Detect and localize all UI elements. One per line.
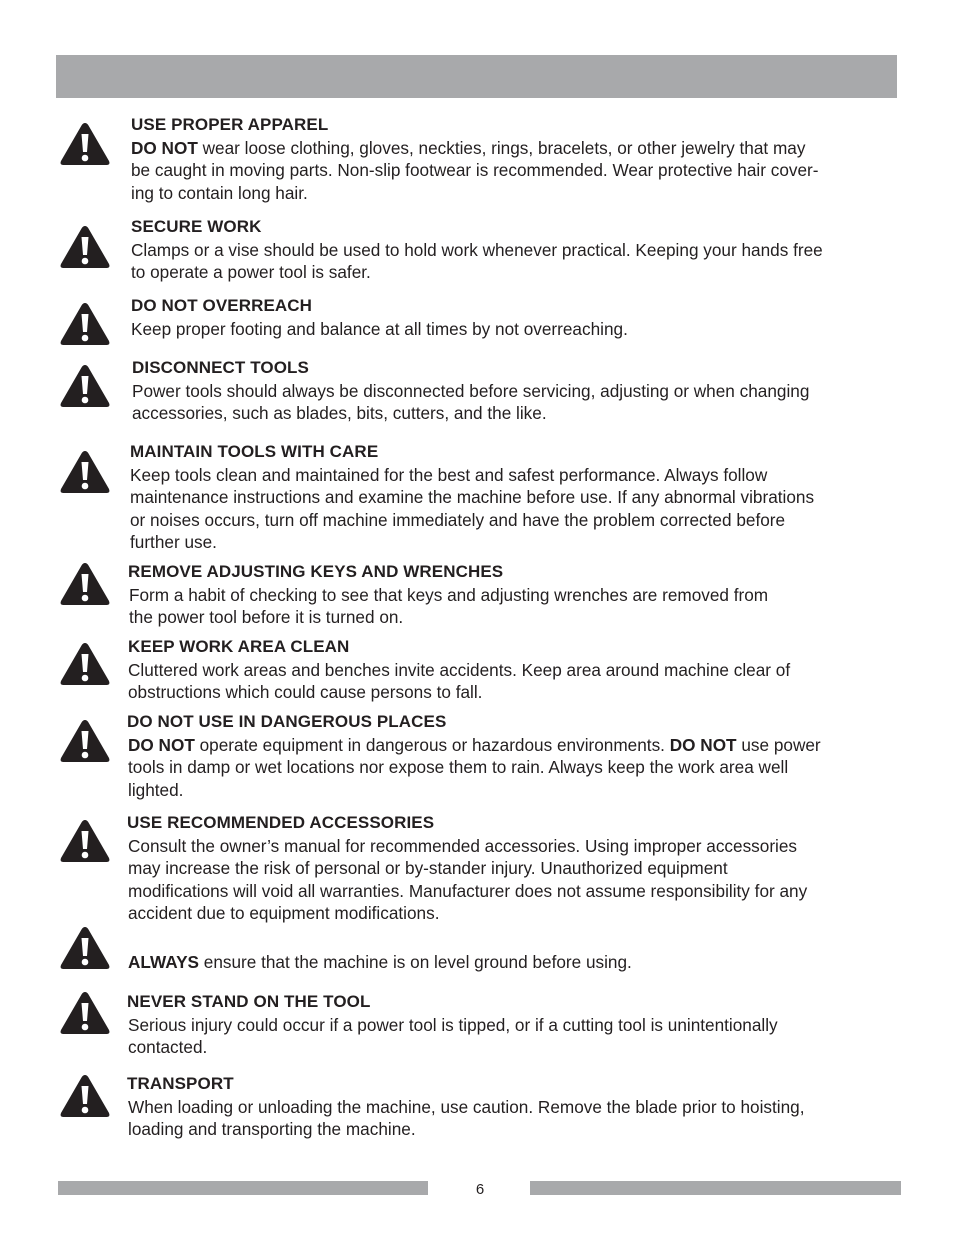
emphasis: ALWAYS [128,952,199,972]
body-text: accident due to equipment modifications. [128,903,440,924]
section-dangerous-places [127,711,902,801]
section-remove-adjusting-keys [128,561,898,629]
warning-icon [59,641,111,687]
footer-bar-left [58,1181,428,1195]
body-text: Clamps or a vise should be used to hold work whenever practical. Keeping your hands free [131,239,823,260]
body-text: Form a habit of checking to see that keys and adjusting wrenches are removed from [129,584,769,605]
section-maintain-tools [130,441,900,554]
section-heading: NEVER STAND ON THE TOOL [127,992,371,1011]
body-text: obstructions which could cause persons to fall. [128,682,483,703]
body-text: the power tool before it is turned on. [129,607,404,628]
body-text: further use. [130,532,217,553]
warning-icon [59,718,111,764]
body-text: may increase the risk of personal or by-stander injury. Unauthorized equipment [128,858,728,879]
emphasis: DO NOT [669,734,737,755]
section-heading: TRANSPORT [127,1074,234,1093]
body-text: Power tools should always be disconnected before servicing, adjusting or when changing [132,380,810,401]
body-text: lighted. [128,779,184,800]
body-text: accessories, such as blades, bits, cutters, and the like. [132,403,547,424]
section-secure-work [131,216,901,284]
emphasis: DO NOT [131,137,198,158]
body-text: be caught in moving parts. Non-slip footwear is recommended. Wear protective hair cover- [131,160,819,181]
body-text: to operate a power tool is safer. [131,262,371,283]
warning-icon [59,363,111,409]
section-heading: SECURE WORK [131,217,262,236]
warning-icon [59,121,111,167]
body-text: When loading or unloading the machine, use caution. Remove the blade prior to hoisting, [128,1096,805,1117]
warning-icon [59,1073,111,1119]
section-heading: USE PROPER APPAREL [131,115,329,134]
section-heading: DO NOT USE IN DANGEROUS PLACES [127,712,447,731]
warning-icon [59,561,111,607]
section-heading: KEEP WORK AREA CLEAN [128,637,350,656]
header-bar [56,55,897,98]
section-heading: DISCONNECT TOOLS [132,358,309,377]
section-disconnect-tools [132,357,902,425]
section-never-stand-on-tool [127,991,902,1059]
body-text: modifications will void all warranties. Manufacturer does not assume responsibility for any [128,880,808,901]
body-text: operate equipment in dangerous or hazardous environments. [194,734,670,755]
section-transport [127,1073,902,1141]
body-text: Serious injury could occur if a power tool is tipped, or if a cutting tool is unintentionally [128,1014,778,1035]
body-text: ing to contain long hair. [131,182,308,203]
body-text: Cluttered work areas and benches invite accidents. Keep area around machine clear of [128,659,791,680]
page-number: 6 [475,1181,485,1198]
section-heading: DO NOT OVERREACH [131,296,313,315]
section-heading: REMOVE ADJUSTING KEYS AND WRENCHES [128,562,504,581]
body-text: contacted. [128,1037,208,1058]
section-recommended-accessories [127,812,902,925]
emphasis: DO NOT [128,734,195,755]
warning-icon [59,224,111,270]
section-always-level-ground [128,951,898,974]
body-text: maintenance instructions and examine the machine before use. If any abnormal vibrations [130,487,815,508]
body-text: Keep proper footing and balance at all times by not overreaching. [131,318,628,339]
body-text: use power [736,734,821,755]
section-heading: MAINTAIN TOOLS WITH CARE [130,442,379,461]
section-heading: USE RECOMMENDED ACCESSORIES [127,813,435,832]
body-text: or noises occurs, turn off machine immediately and have the problem corrected before [130,509,786,530]
warning-icon [59,818,111,864]
warning-icon [59,449,111,495]
section-keep-work-area-clean [128,636,898,704]
body-text: Consult the owner’s manual for recommended accessories. Using improper accessories [128,835,798,856]
warning-icon [59,925,111,971]
footer-bar-right [530,1181,901,1195]
body-text: ensure that the machine is on level ground before using. [199,952,632,972]
body-text: loading and transporting the machine. [128,1119,416,1140]
body-text: tools in damp or wet locations nor expose them to rain. Always keep the work area well [128,757,789,778]
warning-icon [59,301,111,347]
section-do-not-overreach [131,295,901,340]
warning-icon [59,990,111,1036]
section-use-proper-apparel [131,114,901,204]
body-text: wear loose clothing, gloves, neckties, rings, bracelets, or other jewelry that may [197,137,806,158]
body-text: Keep tools clean and maintained for the best and safest performance. Always follow [130,464,768,485]
